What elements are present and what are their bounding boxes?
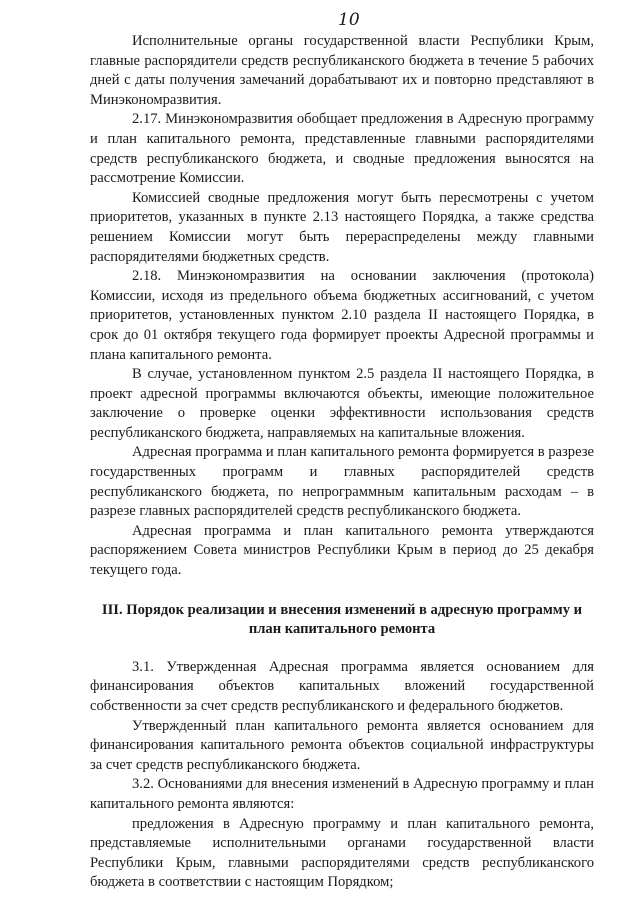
paragraph: 3.2. Основаниями для внесения изменений в Адресную программу и план капитального ремонта являются: (90, 776, 594, 812)
document-body (90, 32, 594, 893)
section-heading: III. Порядок реализации и внесения изменений в адресную программу и план капитального ремонта (101, 601, 583, 638)
paragraph: Комиссией сводные предложения могут быть пересмотрены с учетом приоритетов, указанных в пункте 2.13 настоящего Порядка, а также средства решением Комиссии могут быть перераспределены между главными распорядителями бюджетных средств. (90, 189, 594, 265)
paragraph: 3.1. Утвержденная Адресная программа является основанием для финансирования объектов капитальных вложений государственной собственности за счет средств республиканского и федерального бюджетов. (90, 658, 594, 714)
paragraph: В случае, установленном пунктом 2.5 раздела II настоящего Порядка, в проект адресной программы включаются объекты, имеющие положительное заключение о проверке оценки эффективности использования средств республиканского бюджета, направляемых на капитальные вложения. (90, 366, 594, 441)
paragraph: Адресная программа и план капитального ремонта формируется в разрезе государственных программ и главных распорядителей средств республиканского бюджета, по непрограммным капитальным расходам – в разрезе главных распорядителей средств республиканского бюджета. (90, 444, 594, 520)
page-number: 10 (338, 10, 360, 30)
paragraph: 2.18. Минэкономразвития на основании заключения (протокола) Комиссии, исходя из предельного объема бюджетных ассигнований, с учетом приоритетов, установленных пунктом 2.10 раздела II настоящего Порядка, в срок до 01 октября текущего года формирует проекты Адресной программы и плана капитального ремонта. (90, 268, 594, 363)
paragraph: 2.17. Минэкономразвития обобщает предложения в Адресную программу и план капитального ремонта, представленные главными распорядителями средств республиканского бюджета, и сводные предложения выносятся на рассмотрение Комиссии. (90, 111, 594, 187)
paragraph: Утвержденный план капитального ремонта является основанием для финансирования капитального ремонта объектов социальной инфраструктуры за счет средств республиканского бюджета. (90, 717, 594, 773)
paragraph: Адресная программа и план капитального ремонта утверждаются распоряжением Совета министров Республики Крым в период до 25 декабря текущего года. (90, 522, 594, 579)
paragraph: предложения в Адресную программу и план капитального ремонта, представляемые исполнительными органами государственной власти Республики Крым, главными распорядителями средств республиканского бюджета в соответствии с настоящим Порядком; (90, 815, 594, 891)
paragraph: Исполнительные органы государственной власти Республики Крым, главные распорядители средств республиканского бюджета в течение 5 рабочих дней с даты получения замечаний дорабатывают их и повторно представляют в Минэкономразвития. (90, 33, 594, 108)
